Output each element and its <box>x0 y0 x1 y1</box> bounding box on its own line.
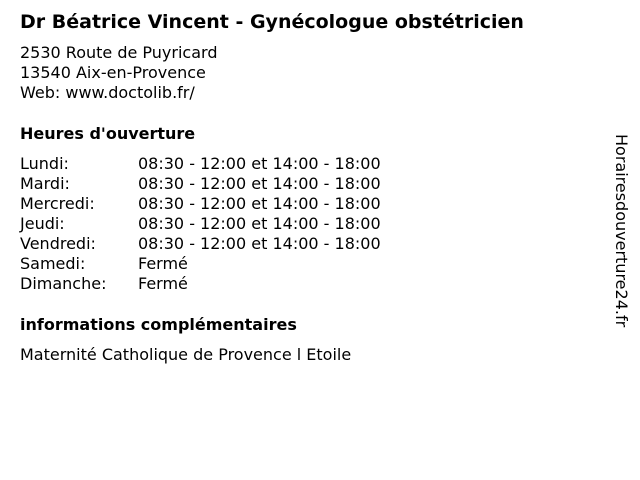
opening-hours-table <box>20 154 381 294</box>
hours-day: Mercredi: <box>20 194 95 213</box>
hours-day: Dimanche: <box>20 274 107 293</box>
opening-hours-heading: Heures d'ouverture <box>20 124 196 143</box>
address-block <box>20 43 217 103</box>
additional-info-heading: informations complémentaires <box>20 315 297 334</box>
hours-day: Jeudi: <box>20 214 65 233</box>
hours-day: Vendredi: <box>20 234 96 253</box>
hours-row-sunday <box>20 274 381 294</box>
hours-row-saturday <box>20 254 381 274</box>
hours-day: Samedi: <box>20 254 86 273</box>
website-text: Web: www.doctolib.fr/ <box>20 83 195 102</box>
hours-time: 08:30 - 12:00 et 14:00 - 18:00 <box>138 214 381 233</box>
hours-time: 08:30 - 12:00 et 14:00 - 18:00 <box>138 174 381 193</box>
page-title: Dr Béatrice Vincent - Gynécologue obstétricien <box>20 11 524 33</box>
hours-day: Lundi: <box>20 154 69 173</box>
hours-row-tuesday <box>20 174 381 194</box>
hours-time: 08:30 - 12:00 et 14:00 - 18:00 <box>138 194 381 213</box>
additional-info-text: Maternité Catholique de Provence l Etoile <box>20 345 352 364</box>
hours-row-wednesday <box>20 194 381 214</box>
hours-row-friday <box>20 234 381 254</box>
address-city: 13540 Aix-en-Provence <box>20 63 206 82</box>
hours-row-monday <box>20 154 381 174</box>
address-street: 2530 Route de Puyricard <box>20 43 218 62</box>
hours-day: Mardi: <box>20 174 70 193</box>
hours-time: 08:30 - 12:00 et 14:00 - 18:00 <box>138 234 381 253</box>
site-watermark: Horairesdouverture24.fr <box>612 134 631 328</box>
hours-time: Fermé <box>138 274 188 293</box>
hours-time: Fermé <box>138 254 188 273</box>
hours-row-thursday <box>20 214 381 234</box>
hours-time: 08:30 - 12:00 et 14:00 - 18:00 <box>138 154 381 173</box>
